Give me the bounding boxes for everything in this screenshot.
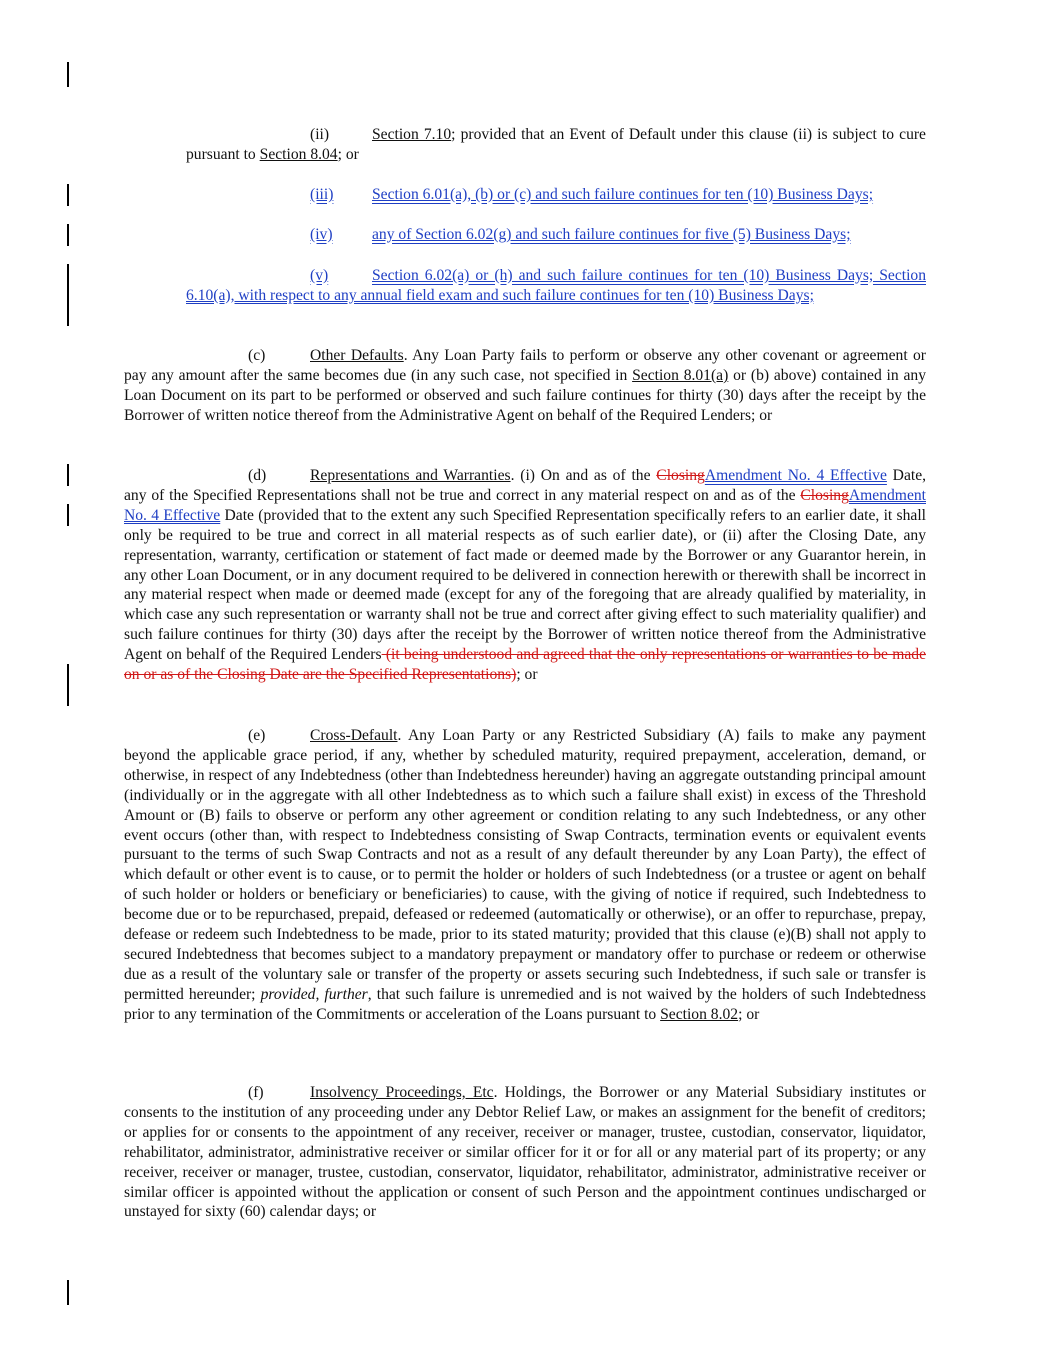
change-bar: [67, 184, 69, 206]
clause-ii-number: (ii): [310, 126, 330, 143]
clause-ii-text: ; provided that an Event of Default under this clause (ii) is subject to cure pursuant to: [186, 126, 926, 163]
clause-iv: [310, 225, 851, 245]
clause-f: [124, 1083, 926, 1222]
clause-f-heading: Insolvency Proceedings, Etc: [310, 1084, 494, 1101]
clause-e-text1: . Any Loan Party or any Restricted Subsidiary (A) fails to make any payment beyond the applicable grace period, if any, whether by scheduled maturity, required prepayment, acceleration, demand, or otherwise, in respect of any Indebtedness (other than Indebtedness hereunder) having an aggregate outstanding principal amount (individually or in the aggregate with all other Indebtedness as to which such a failure shall exist) in excess of the Threshold Amount or (B) fails to observe or perform any other agreement or condition relating to any such Indebtedness, or any other event occurs (other than, with respect to Indebtedness consisting of Swap Contracts, termination events or equivalent events pursuant to the terms of such Swap Contracts and not as a result of any default thereunder by any Loan Party), the effect of which default or other event is to cause, or to permit the holder or holders of such Indebtedness (or a trustee or agent on behalf of such holder or holders or beneficiary or beneficiaries) to cause, with the giving of notice if required, such Indebtedness to become due or to be repurchased, prepaid, defeased or redeemed (automatically or otherwise), or an offer to repurchase, prepay, defease or redeem such Indebtedness to be made, prior to its stated maturity; provided that this clause (e)(B) shall not apply to secured Indebtedness that becomes subject to a mandatory prepayment or mandatory offer to purchase or redeem or otherwise due as a result of the voluntary sale or transfer of the property or assets securing such Indebtedness, if such sale or transfer is permitted hereunder;: [124, 727, 926, 1003]
clause-c: [124, 346, 926, 426]
clause-f-number: (f): [248, 1084, 264, 1101]
deleted-text: Closing: [800, 486, 849, 504]
change-bar: [67, 504, 69, 526]
deleted-text: Closing: [656, 467, 705, 484]
clause-iii-text: Section 6.01(a), (b) or (c) and such failure continues for ten (10) Business Days;: [372, 186, 874, 203]
clause-d-text1: . (i) On and as of the: [510, 467, 657, 484]
change-bar: [67, 1280, 69, 1305]
clause-v-text: Section 6.02(a) or (h) and such failure continues for ten (10) Business Days; Section 6.10(a), with respect to any annual field exam and such failure continues for ten (10) Business Days;: [186, 267, 926, 304]
clause-ii-ref2: Section 8.04: [259, 145, 338, 163]
clause-e-ref: Section 8.02: [660, 1005, 739, 1023]
clause-d-text3: Date (provided that to the extent any such Specified Representation specifically refers to an earlier date, it shall only be required to be true and correct in all material respects as of such earlier date), or (ii) after the Closing Date, any representation, warranty, certification or statement of fact made or deemed made by the Borrower or any Guarantor herein, in any other Loan Document, or in any document required to be delivered in connection herewith or therewith shall be incorrect in any material respect when made or deemed made (except for any of the foregoing that are already qualified by materiality, in which case any such representation or warranty shall not be true and correct after giving effect to such materiality qualifier) and such failure continues for thirty (30) days after the receipt by the Borrower of written notice thereof from the Administrative Agent on behalf of the Required Lenders: [124, 506, 927, 664]
clause-e-text2: , that such failure is unremedied and is not waived by the holders of such Indebtedness prior to any termination of the Commitments or acceleration of the Loans pursuant to: [124, 985, 926, 1023]
deleted-text: (it being understood and agreed that the only representations or warranties to be made on or as of the Closing Date are the Specified Representations): [124, 646, 926, 684]
clause-iv-number: (iv): [310, 226, 333, 243]
clause-ii-text-end: ; or: [337, 145, 359, 163]
clause-iv-text: any of Section 6.02(g) and such failure continues for five (5) Business Days;: [372, 226, 851, 243]
change-bar: [67, 62, 69, 87]
clause-c-number: (c): [248, 347, 266, 364]
clause-iii-number: (iii): [310, 186, 334, 203]
clause-e-heading: Cross-Default: [310, 727, 398, 744]
change-bar: [67, 264, 69, 326]
clause-e-text3: ; or: [738, 1005, 760, 1023]
clause-c-text: . Any Loan Party fails to perform or observe any other covenant or agreement or pay any amount after the same becomes due (in any such case, not specified in: [124, 347, 926, 384]
clause-ii: [186, 125, 926, 165]
clause-d-heading: Representations and Warranties: [310, 467, 511, 484]
change-bar: [67, 224, 69, 246]
inserted-text: Amendment No. 4 Effective: [124, 486, 926, 524]
clause-v-number: (v): [310, 267, 329, 284]
clause-c-heading: Other Defaults: [310, 347, 404, 364]
clause-c-text-end: or (b) above) contained in any Loan Document on its part to be performed or observed and such failure continues for thirty (30) days after the receipt by the Borrower of written notice thereof from the Administrative Agent on behalf of the Required Lenders; or: [124, 366, 926, 424]
clause-e: [124, 726, 926, 1025]
clause-iii: [310, 185, 874, 205]
clause-d-text2: Date, any of the Specified Representations shall not be true and correct in any material respect on and as of the: [124, 467, 927, 504]
clause-d-text4: ; or: [516, 666, 538, 684]
clause-ii-ref: Section 7.10: [372, 126, 452, 143]
change-bar: [67, 664, 69, 706]
clause-d: [124, 466, 926, 685]
change-bar: [67, 464, 69, 486]
clause-c-ref: Section 8.01(a): [632, 366, 729, 384]
clause-e-number: (e): [248, 727, 266, 744]
clause-v: [186, 266, 926, 306]
clause-e-italic: provided, further: [260, 985, 368, 1003]
clause-f-text: . Holdings, the Borrower or any Material Subsidiary institutes or consents to the institution of any proceeding under any Debtor Relief Law, or makes an assignment for the benefit of creditors; or applies for or consents to the appointment of any receiver, receiver or manager, trustee, custodian, conservator, liquidator, rehabilitator, administrator, administrative receiver or similar officer for it or for all or any material part of its property; or any receiver, receiver or manager, trustee, custodian, conservator, liquidator, rehabilitator, administrator, administrative receiver or similar officer is appointed without the application or consent of such Person and the appointment continues undischarged or unstayed for sixty (60) calendar days; or: [124, 1084, 926, 1221]
clause-d-number: (d): [248, 467, 267, 484]
inserted-text: Amendment No. 4 Effective: [704, 467, 887, 484]
